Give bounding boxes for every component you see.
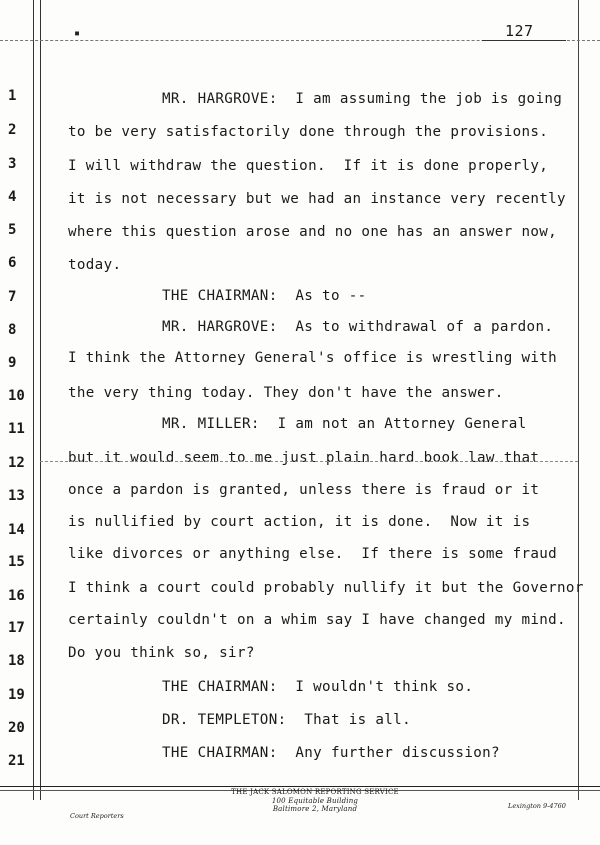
left-margin-rule: [33, 0, 34, 800]
footer-phone: Lexington 9-4760: [508, 802, 566, 810]
reporting-service-address: 100 Equitable Building: [271, 796, 359, 805]
transcript-line: THE CHAIRMAN: Any further discussion?: [162, 745, 500, 761]
line-number: 8: [8, 322, 17, 338]
line-number: 10: [8, 388, 25, 404]
line-number: 9: [8, 355, 17, 371]
line-number: 7: [8, 289, 17, 305]
footer-left-label: Court Reporters: [70, 812, 124, 820]
line-number: 12: [8, 455, 25, 471]
transcript-line: THE CHAIRMAN: As to --: [162, 288, 367, 304]
right-margin-rule: [578, 0, 579, 800]
line-number: 14: [8, 522, 25, 538]
reporting-service-name: THE JACK SALOMON REPORTING SERVICE: [231, 788, 399, 796]
transcript-line: where this question arose and no one has an answer now,: [68, 224, 558, 240]
line-number: 19: [8, 687, 25, 703]
transcript-line: to be very satisfactorily done through the provisions.: [68, 124, 549, 140]
transcript-line: DR. TEMPLETON: That is all.: [162, 712, 411, 728]
page-number-underline: [482, 40, 566, 41]
footer-rule: [0, 786, 600, 787]
transcript-line: MR. HARGROVE: I am assuming the job is going: [162, 91, 563, 107]
transcript-line: MR. MILLER: I am not an Attorney General: [162, 416, 527, 432]
line-number: 16: [8, 588, 25, 604]
transcript-line: Do you think so, sir?: [68, 645, 255, 661]
line-number: 13: [8, 488, 25, 504]
line-number: 15: [8, 554, 25, 570]
line-number: 6: [8, 255, 17, 271]
line-number: 17: [8, 620, 25, 636]
line-number: 2: [8, 122, 17, 138]
transcript-line: THE CHAIRMAN: I wouldn't think so.: [162, 679, 474, 695]
line-number: 5: [8, 222, 17, 238]
page-number: 127: [505, 22, 534, 40]
scan-dashed-rule: [40, 461, 578, 462]
line-number: 4: [8, 189, 17, 205]
transcript-line: once a pardon is granted, unless there is fraud or it: [68, 482, 540, 498]
transcript-line: I will withdraw the question. If it is done properly,: [68, 158, 549, 174]
transcript-line: it is not necessary but we had an instance very recently: [68, 191, 566, 207]
reporting-service-city: Baltimore 2, Maryland: [272, 805, 358, 813]
transcript-line: is nullified by court action, it is done. Now it is: [68, 514, 531, 530]
transcript-line: today.: [68, 257, 122, 273]
line-number: 11: [8, 421, 25, 437]
left-margin-rule-inner: [40, 0, 41, 800]
line-number: 20: [8, 720, 25, 736]
transcript-line: I think the Attorney General's office is wrestling with: [68, 350, 558, 366]
reporting-service-block: [200, 788, 430, 814]
transcript-line: like divorces or anything else. If there is some fraud: [68, 546, 558, 562]
scan-speck: ▪: [74, 28, 81, 39]
line-number: 18: [8, 653, 25, 669]
transcript-line: certainly couldn't on a whim say I have changed my mind.: [68, 612, 566, 628]
line-number: 1: [8, 88, 17, 104]
transcript-line: but it would seem to me just plain hard book law that: [68, 450, 540, 466]
transcript-line: the very thing today. They don't have the answer.: [68, 385, 504, 401]
line-number: 21: [8, 753, 25, 769]
line-number: 3: [8, 156, 17, 172]
transcript-line: MR. HARGROVE: As to withdrawal of a pardon.: [162, 319, 554, 335]
transcript-line: I think a court could probably nullify it but the Governor: [68, 580, 584, 596]
